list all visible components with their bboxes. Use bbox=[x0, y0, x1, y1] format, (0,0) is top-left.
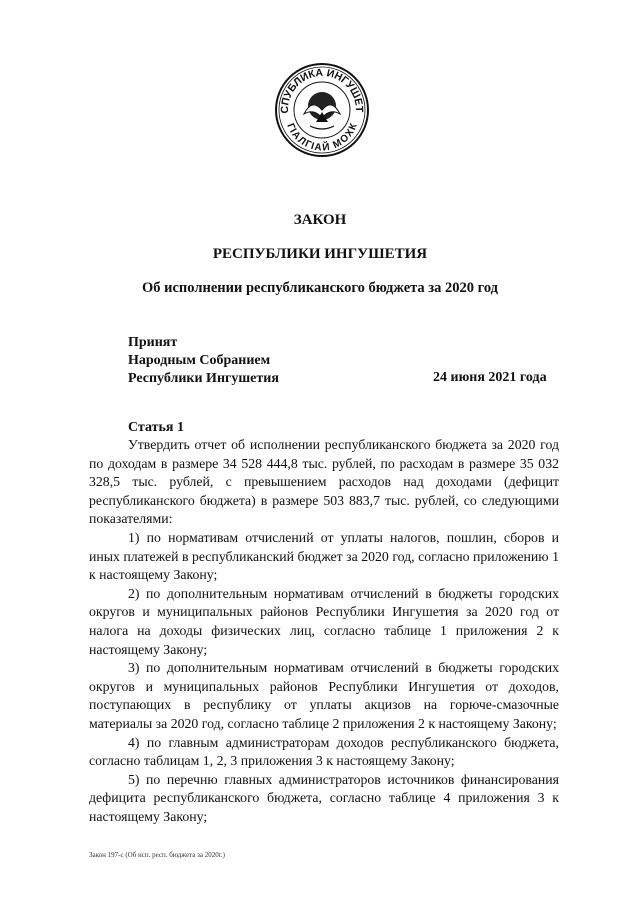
article-paragraph: 4) по главным администраторам доходов республиканского бюджета, согласно таблицам 1, 2, 3 приложения 3 к настоящему Закону; bbox=[89, 734, 559, 769]
accepted-line-1: Принят bbox=[128, 335, 178, 350]
adoption-date: 24 июня 2021 года bbox=[433, 370, 547, 385]
accepted-line-2: Народным Собранием bbox=[128, 353, 271, 368]
emblem-icon bbox=[274, 62, 370, 158]
article-paragraph: 5) по перечню главных администраторов источников финансирования дефицита республиканского бюджета, согласно таблице 4 приложения 3 к настоящему Закону; bbox=[89, 771, 559, 824]
article-paragraph: 3) по дополнительным нормативам отчислений в бюджеты городских округов и муниципальных районов Республики Ингушетия от доходов, поступающих в республику от уплаты акцизов на горюче-смазочные материалы за 2020 год, согласно таблице 2 приложения 2 к настоящему Закону; bbox=[89, 660, 559, 731]
article-heading: Статья 1 bbox=[128, 420, 184, 435]
article-paragraph: 1) по нормативам отчислений от уплаты налогов, пошлин, сборов и иных платежей в республиканский бюджет за 2020 год, согласно приложению 1 к настоящему Закону; bbox=[89, 529, 559, 583]
document-title: ЗАКОН bbox=[293, 212, 347, 228]
law-name: Об исполнении республиканского бюджета за 2020 год bbox=[141, 280, 499, 296]
page-footer: Закон 197-с (Об исп. респ. бюджета за 2020г.) bbox=[89, 851, 225, 859]
accepted-line-3: Республики Ингушетия bbox=[128, 371, 279, 386]
document-subtitle: РЕСПУБЛИКИ ИНГУШЕТИЯ bbox=[212, 246, 428, 262]
article-paragraph: Утвердить отчет об исполнении республиканского бюджета за 2020 год по доходам в размере 34 528 444,8 тыс. рублей, по расходам в размере 35 032 328,5 тыс. рублей, с превышением расходов над доходами (дефицит республиканского бюджета) в размере 503 883,7 тыс. рублей, со следующими показателями: bbox=[89, 437, 559, 527]
emblem-top-text: СПУБЛИКА ИНГУШЕТ bbox=[278, 66, 366, 114]
coat-of-arms-emblem bbox=[274, 62, 370, 158]
article-paragraph: 2) по дополнительным нормативам отчислений в бюджеты городских округов и муниципальных районов Республики Ингушетия за 2020 год от налога на доходы физических лиц, согласно таблице 1 приложения 2 к настоящему Закону; bbox=[89, 585, 559, 657]
article-body bbox=[89, 436, 559, 826]
emblem-bottom-text: ГIАЛГIАЙ МОХК bbox=[284, 121, 360, 154]
